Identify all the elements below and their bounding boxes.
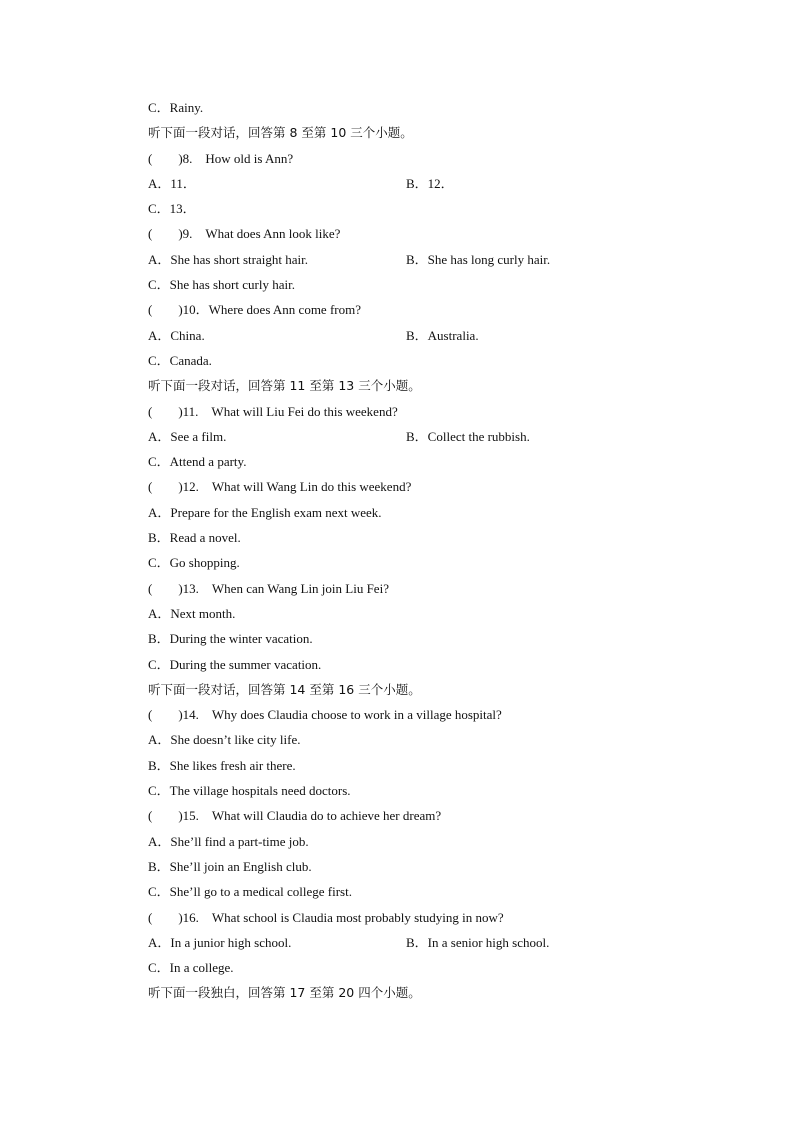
option-line: B．She’ll join an English club. <box>148 858 312 874</box>
option-row <box>148 171 708 196</box>
option-line: C．Rainy. <box>148 100 204 115</box>
option-row <box>148 424 708 449</box>
option-a: A．She has short straight hair. <box>148 251 308 267</box>
option-row <box>148 247 708 272</box>
section-instruction: 听下面一段对话，回答第 14 至第 16 三个小题。 <box>148 681 421 697</box>
option-row <box>148 323 708 348</box>
option-line: A．She doesn’t like city life. <box>148 732 301 748</box>
question-line: ( )8. How old is Ann? <box>148 150 294 166</box>
option-line: A．Next month. <box>148 605 236 621</box>
exam-content <box>148 95 708 1006</box>
option-line: A．She’ll find a part-time job. <box>148 833 309 849</box>
option-line: B．During the winter vacation. <box>148 631 313 647</box>
section-instruction: 听下面一段对话，回答第 8 至第 10 三个小题。 <box>148 125 413 141</box>
question-line: ( )9. What does Ann look like? <box>148 226 341 242</box>
option-line: C．She has short curly hair. <box>148 277 295 293</box>
question-line: ( )12. What will Wang Lin do this weekend? <box>148 479 412 495</box>
option-line: C．Go shopping. <box>148 555 240 571</box>
option-b: B．Collect the rubbish. <box>406 428 530 444</box>
option-line: C．13． <box>148 201 196 217</box>
option-a: A．See a film. <box>148 428 227 444</box>
option-line: C．Canada. <box>148 352 212 368</box>
option-line: B．Read a novel. <box>148 530 241 546</box>
option-b: B．She has long curly hair. <box>406 251 551 267</box>
option-b: B．Australia. <box>406 327 479 343</box>
question-line: ( )10．Where does Ann come from? <box>148 302 361 318</box>
question-line: ( )11. What will Liu Fei do this weekend? <box>148 403 398 419</box>
option-line: C．The village hospitals need doctors. <box>148 783 351 799</box>
question-line: ( )14. Why does Claudia choose to work in a village hospital? <box>148 707 502 723</box>
section-instruction: 听下面一段对话，回答第 11 至第 13 三个小题。 <box>148 378 421 394</box>
section-instruction: 听下面一段独白，回答第 17 至第 20 四个小题。 <box>148 985 421 1001</box>
option-line: C．In a college. <box>148 960 234 976</box>
option-line: B．She likes fresh air there. <box>148 757 296 773</box>
option-b: B．In a senior high school. <box>406 934 550 950</box>
option-a: A．China. <box>148 327 205 343</box>
option-line: A．Prepare for the English exam next week. <box>148 504 382 520</box>
option-row <box>148 930 708 955</box>
option-line: C．She’ll go to a medical college first. <box>148 884 352 900</box>
question-line: ( )13. When can Wang Lin join Liu Fei? <box>148 580 389 596</box>
option-a: A．In a junior high school. <box>148 934 292 950</box>
question-line: ( )15. What will Claudia do to achieve her dream? <box>148 808 442 824</box>
option-line: C．During the summer vacation. <box>148 656 322 672</box>
option-line: C．Attend a party. <box>148 454 247 470</box>
option-b: B．12． <box>406 175 454 191</box>
option-a: A．11． <box>148 175 196 191</box>
question-line: ( )16. What school is Claudia most probably studying in now? <box>148 909 504 925</box>
